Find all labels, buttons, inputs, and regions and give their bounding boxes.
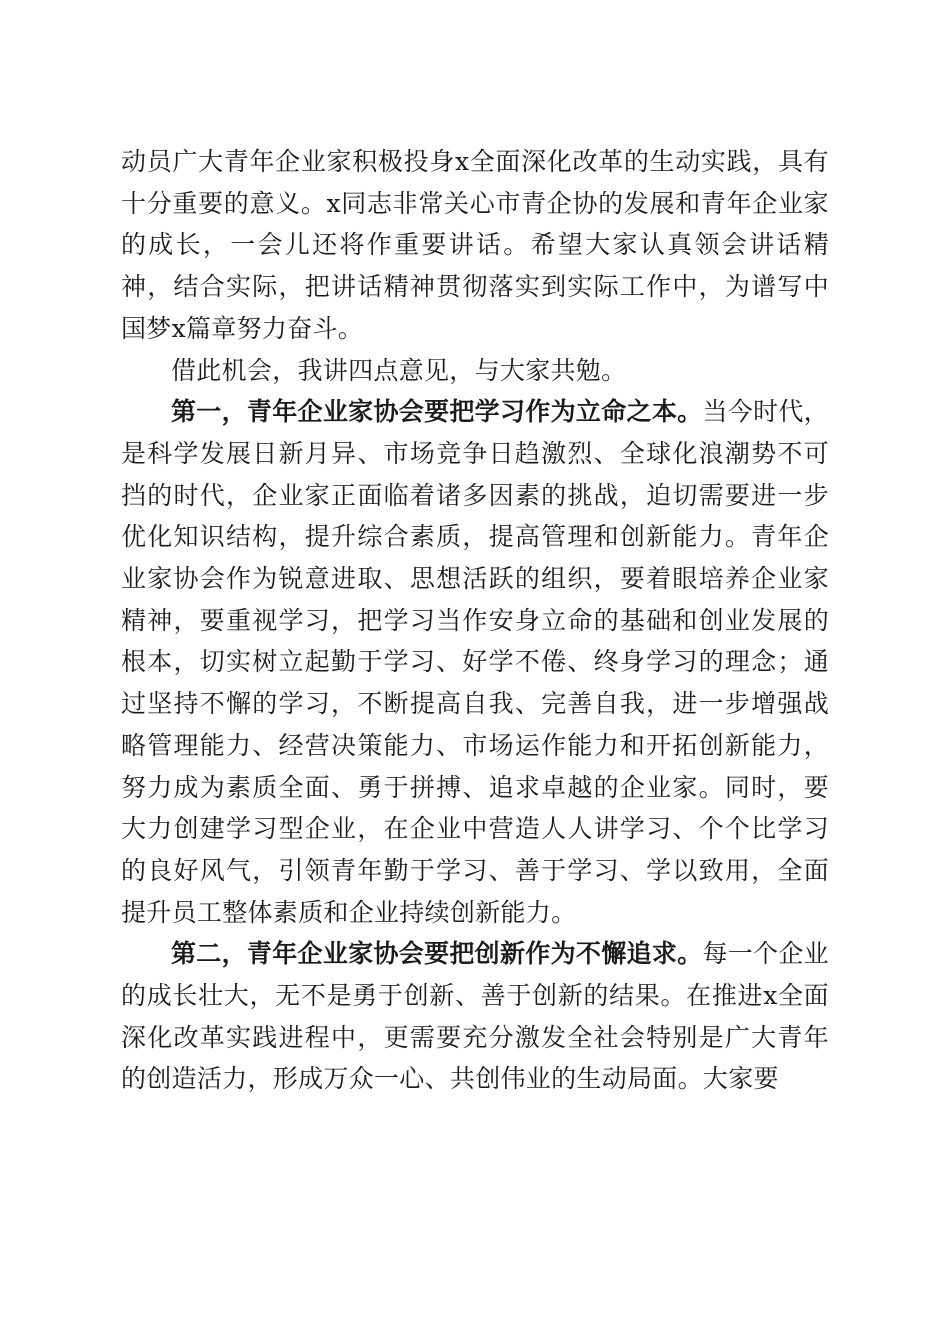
paragraph-lead: 第一，青年企业家协会要把学习作为立命之本。 (171, 397, 703, 427)
paragraph-first-point (121, 391, 829, 933)
paragraph-body: 当今时代，是科学发展日新月异、市场竞争日趋激烈、全球化浪潮势不可挡的时代，企业家正面临着诸多因素的挑战，迫切需要进一步优化知识结构，提升综合素质，提高管理和创新能力。青年企业家协会作为锐意进取、思想活跃的组织，要着眼培养企业家精神，要重视学习，把学习当作安身立命的基础和创业发展的根本，切实树立起勤于学习、好学不倦、终身学习的理念；通过坚持不懈的学习，不断提高自我、完善自我，进一步增强战略管理能力、经营决策能力、市场运作能力和开拓创新能力，努力成为素质全面、勇于拼搏、追求卓越的企业家。同时，要大力创建学习型企业，在企业中营造人人讲学习、个个比学习的良好风气，引领青年勤于学习、善于学习、学以致用，全面提升员工整体素质和企业持续创新能力。 (121, 397, 829, 927)
paragraph-opinions-intro (121, 350, 829, 392)
paragraph-body: 每一个企业的成长壮大，无不是勇于创新、善于创新的结果。在推进x全面深化改革实践进程中，更需要充分激发全社会特别是广大青年的创造活力，形成万众一心、共创伟业的生动局面。大家要 (121, 939, 829, 1094)
paragraph-body: 动员广大青年企业家积极投身x全面深化改革的生动实践，具有十分重要的意义。x同志非常关心市青企协的发展和青年企业家的成长，一会儿还将作重要讲话。希望大家认真领会讲话精神，结合实际，把讲话精神贯彻落实到实际工作中，为谱写中国梦x篇章努力奋斗。 (121, 147, 829, 343)
paragraph-body: 借此机会，我讲四点意见，与大家共勉。 (171, 355, 627, 385)
paragraph-second-point (121, 933, 829, 1100)
paragraph-continuation (121, 141, 829, 350)
paragraph-lead: 第二，青年企业家协会要把创新作为不懈追求。 (171, 939, 703, 969)
document-body (121, 141, 829, 1100)
